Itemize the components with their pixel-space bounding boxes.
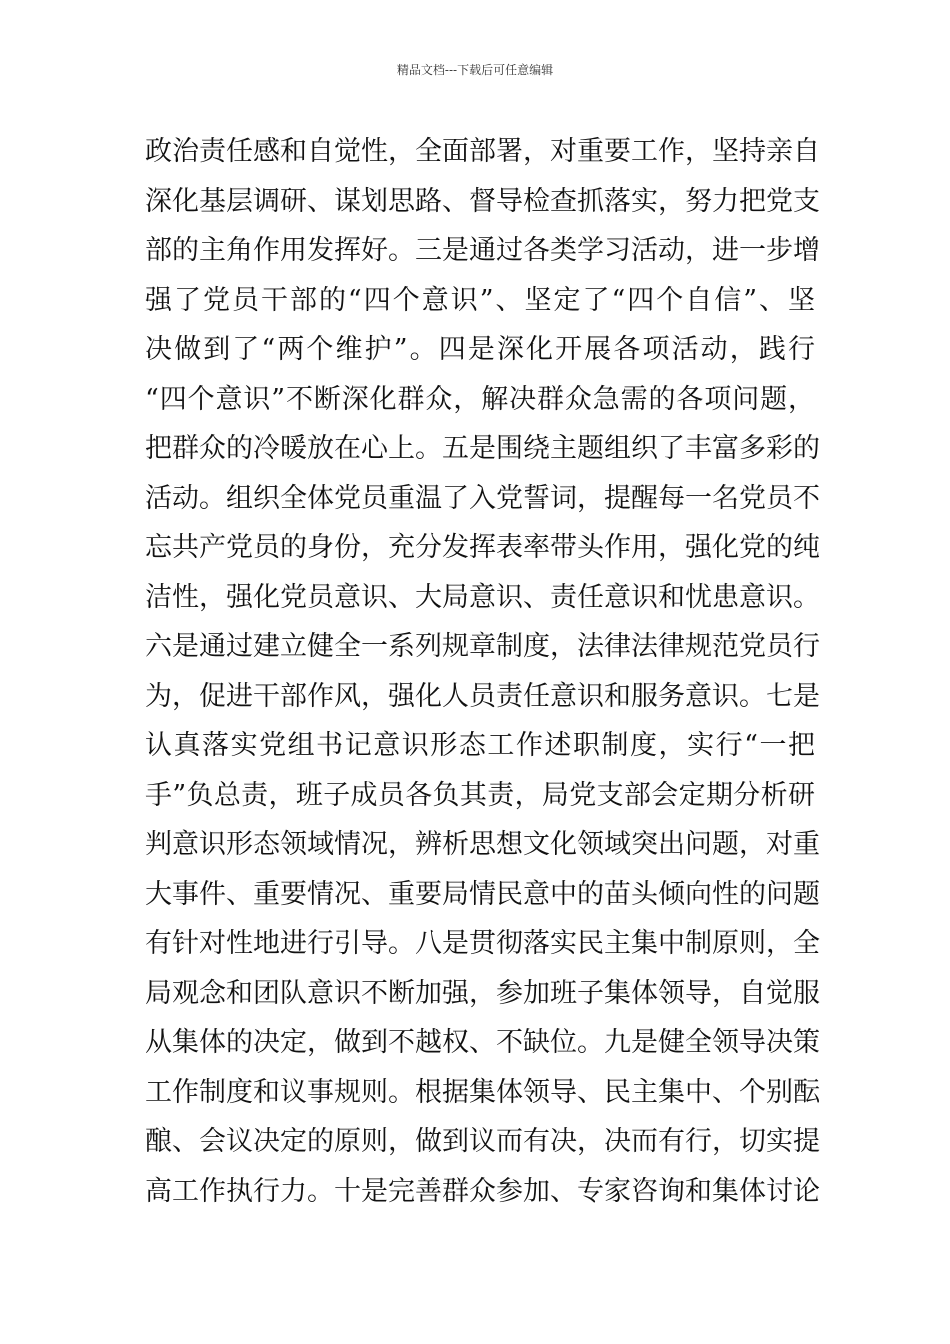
text-line: 判意识形态领域情况，辨析思想文化领域突出问题，对重 xyxy=(145,829,820,860)
text-line: 酿、会议决定的原则，做到议而有决，决而有行，切实提 xyxy=(145,1126,820,1157)
text-line: 把群众的冷暖放在心上。五是围绕主题组织了丰富多彩的 xyxy=(145,433,820,464)
text-line: 有针对性地进行引导。八是贯彻落实民主集中制原则，全 xyxy=(145,928,820,959)
text-line: 工作制度和议事规则。根据集体领导、民主集中、个别酝 xyxy=(145,1076,820,1108)
text-line: 决做到了“两个维护”。四是深化开展各项活动，践行 xyxy=(145,334,815,365)
text-line: 从集体的决定，做到不越权、不缺位。九是健全领导决策 xyxy=(145,1027,820,1058)
text-line: 政治责任感和自觉性，全面部署，对重要工作，坚持亲自 xyxy=(145,136,820,167)
text-line: 手”负总责，班子成员各负其责，局党支部会定期分析研 xyxy=(145,779,815,811)
text-line: 高工作执行力。十是完善群众参加、专家咨询和集体讨论 xyxy=(145,1175,820,1207)
text-line: 忘共产党员的身份，充分发挥表率带头作用，强化党的纯 xyxy=(145,532,820,563)
text-line: 部的主角作用发挥好。三是通过各类学习活动，进一步增 xyxy=(145,235,820,266)
text-line: 洁性，强化党员意识、大局意识、责任意识和忧患意识。 xyxy=(145,581,820,613)
text-line: 六是通过建立健全一系列规章制度，法律法律规范党员行 xyxy=(145,631,820,662)
document-body xyxy=(145,127,820,1216)
page-header: 精品文档---下载后可任意编辑 xyxy=(396,63,554,77)
text-line: 活动。组织全体党员重温了入党誓词，提醒每一名党员不 xyxy=(145,482,820,514)
text-line: 大事件、重要情况、重要局情民意中的苗头倾向性的问题 xyxy=(145,878,820,910)
text-line: 认真落实党组书记意识形态工作述职制度，实行“一把 xyxy=(145,730,815,761)
text-line: 为，促进干部作风，强化人员责任意识和服务意识。七是 xyxy=(145,680,820,712)
text-line: 强了党员干部的“四个意识”、坚定了“四个自信”、坚 xyxy=(145,284,815,316)
text-line: 局观念和团队意识不断加强，参加班子集体领导，自觉服 xyxy=(145,977,820,1009)
text-line: “四个意识”不断深化群众，解决群众急需的各项问题， xyxy=(145,383,815,415)
text-line: 深化基层调研、谋划思路、督导检查抓落实，努力把党支 xyxy=(145,185,820,217)
